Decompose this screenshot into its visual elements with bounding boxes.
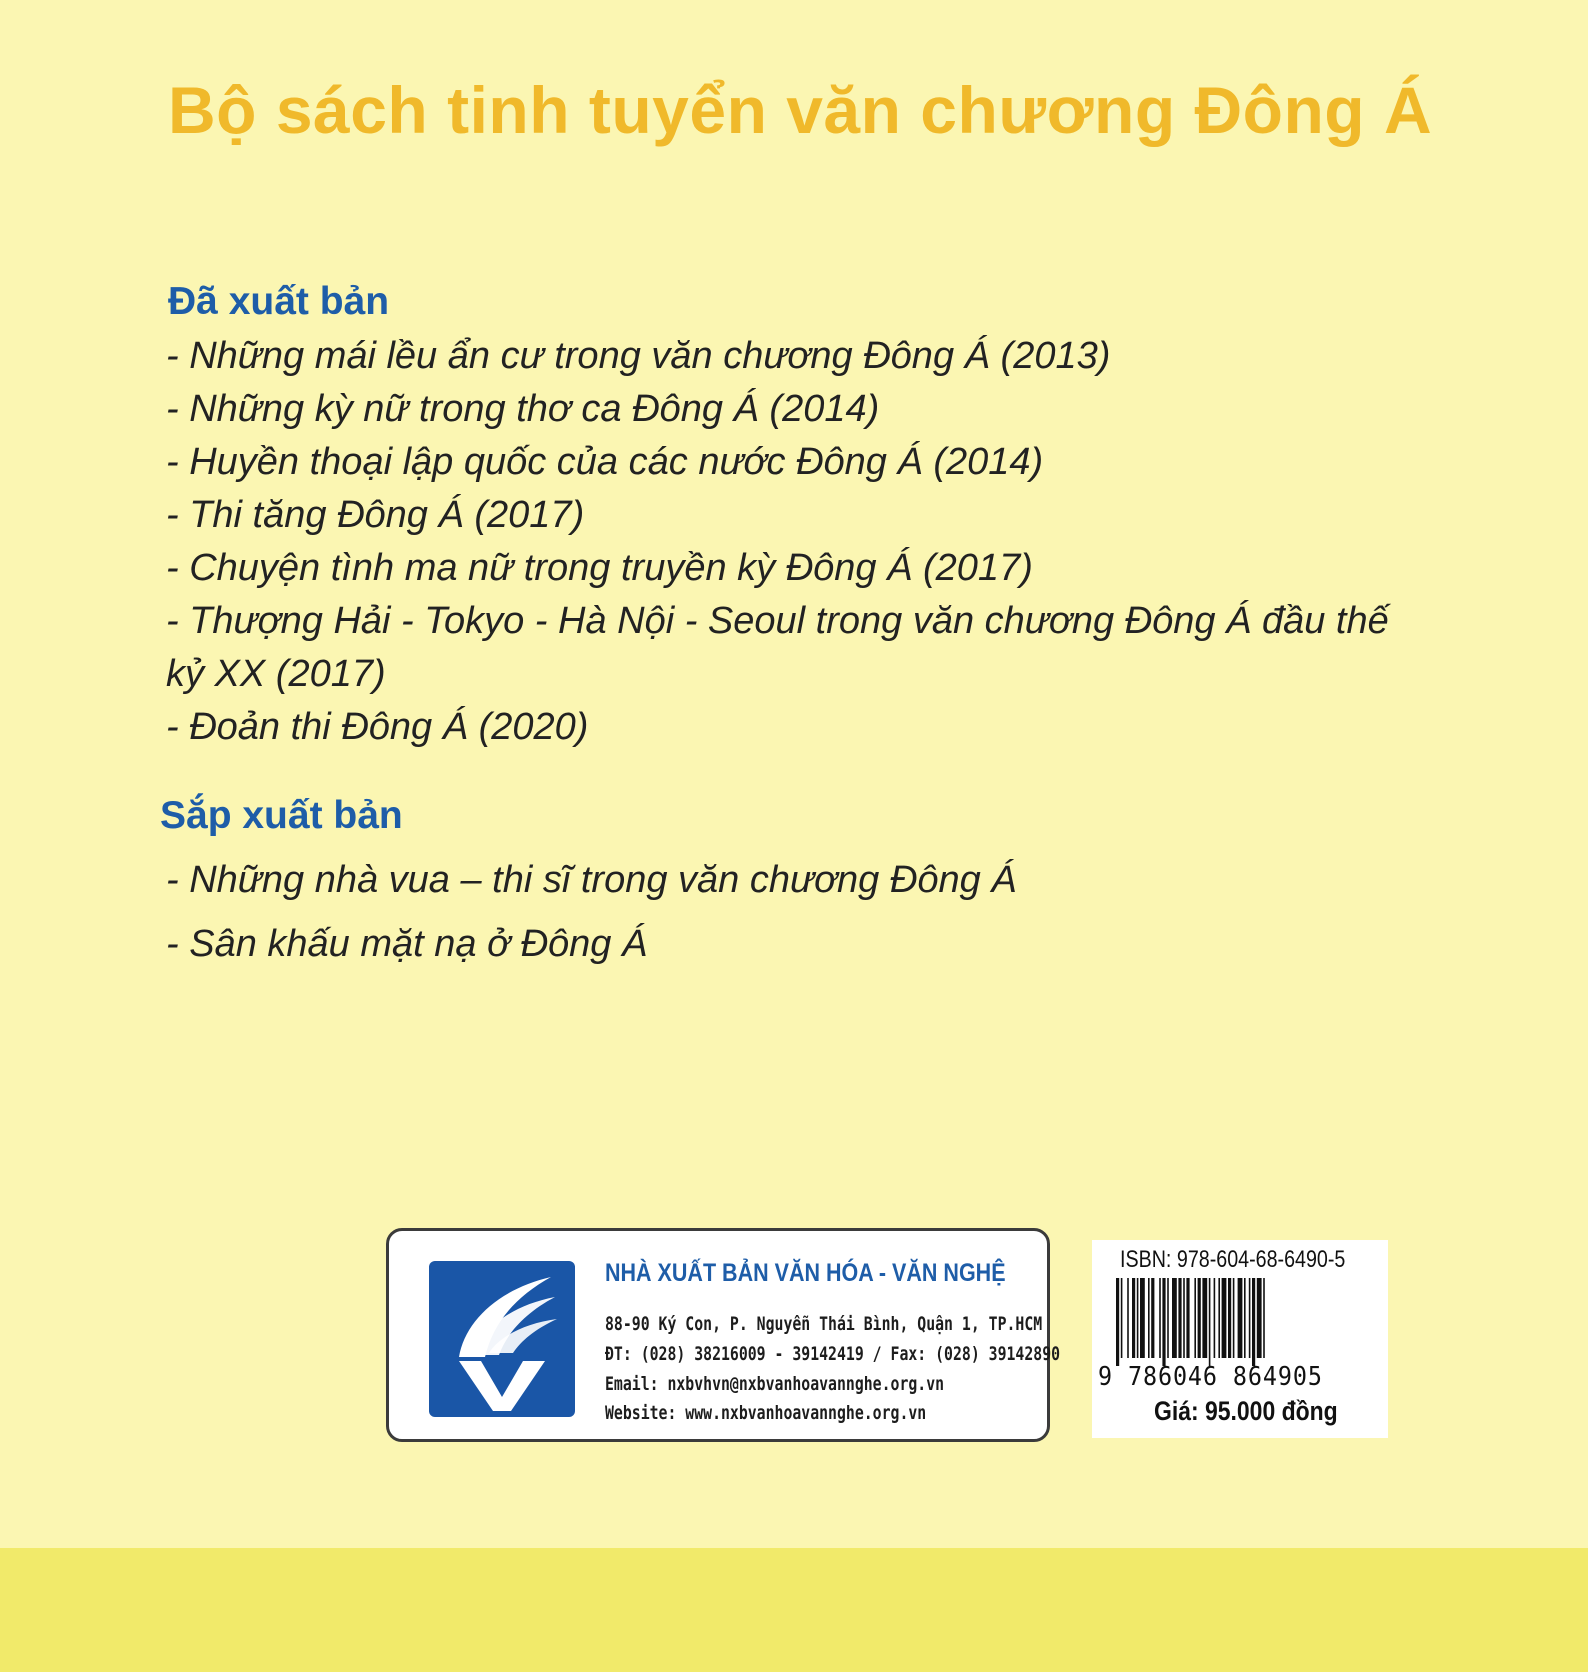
publisher-address: 88-90 Ký Con, P. Nguyễn Thái Bình, Quận 1, TP.HCM	[605, 1313, 1043, 1335]
barcode-icon	[1116, 1278, 1372, 1366]
publisher-name: NHÀ XUẤT BẢN VĂN HÓA - VĂN NGHỆ	[605, 1259, 1006, 1287]
book-title-item: kỷ XX (2017)	[166, 653, 386, 695]
book-title-item: - Thi tăng Đông Á (2017)	[166, 494, 585, 536]
book-title-item: - Những mái lều ẩn cư trong văn chương Đông Á (2013)	[166, 335, 1111, 377]
barcode-digits: 9 786046 864905	[1098, 1362, 1323, 1392]
isbn-number: ISBN: 978-604-68-6490-5	[1120, 1246, 1346, 1273]
published-heading: Đã xuất bản	[168, 280, 390, 323]
book-title-item: - Chuyện tình ma nữ trong truyền kỳ Đông Á (2017)	[166, 547, 1033, 589]
publisher-website: Website: www.nxbvanhoavannghe.org.vn	[605, 1402, 927, 1424]
price-label: Giá: 95.000 đồng	[1154, 1396, 1338, 1426]
published-book-list	[166, 330, 1389, 754]
upcoming-heading: Sắp xuất bản	[160, 794, 403, 837]
book-title-item: - Những nhà vua – thi sĩ trong văn chương Đông Á	[166, 859, 1017, 901]
publisher-phone: ĐT: (028) 38216009 - 39142419 / Fax: (028) 39142890	[605, 1343, 1061, 1365]
publisher-v-logo-icon	[429, 1261, 575, 1417]
book-title-item: - Thượng Hải - Tokyo - Hà Nội - Seoul trong văn chương Đông Á đầu thế	[166, 600, 1389, 642]
bottom-color-band	[0, 1548, 1588, 1672]
book-title-item: - Đoản thi Đông Á (2020)	[166, 706, 589, 748]
barcode-label	[1092, 1240, 1388, 1438]
upcoming-book-list	[166, 848, 1017, 976]
book-title-item: - Sân khấu mặt nạ ở Đông Á	[166, 923, 648, 965]
book-title-item: - Huyền thoại lập quốc của các nước Đông Á (2014)	[166, 441, 1044, 483]
publisher-info-box	[386, 1228, 1061, 1442]
publisher-email: Email: nxbvhvn@nxbvanhoavannghe.org.vn	[605, 1373, 945, 1395]
book-title-item: - Những kỳ nữ trong thơ ca Đông Á (2014)	[166, 388, 880, 430]
series-title: Bộ sách tinh tuyển văn chương Đông Á	[168, 73, 1433, 147]
